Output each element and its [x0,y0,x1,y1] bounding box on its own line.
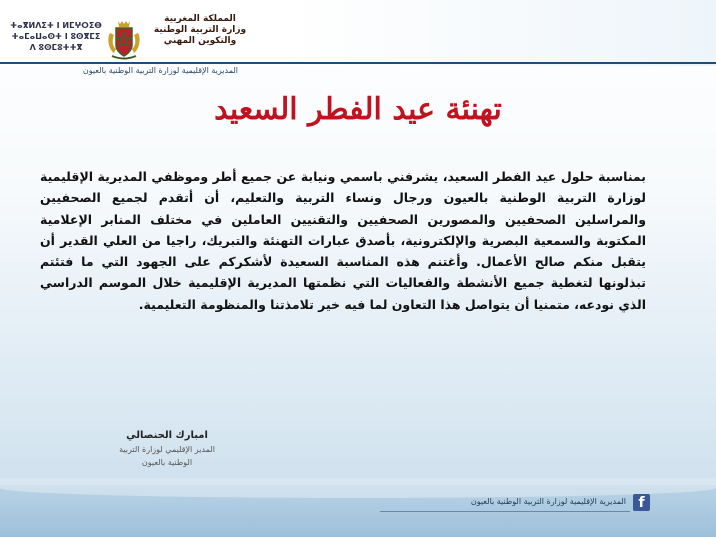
ministry-ar-line: والتكوين المهني [163,36,237,46]
directorate-subtitle: المديرية الإقليمية لوزارة التربية الوطنية بالعيون [82,66,238,75]
signature-block [92,428,242,469]
ministry-tifinagh-line: ⵜⴰⵎⴰⵡⴰⵙⵜ ⵏ ⵓⵙⴳⵎⵉ [11,32,101,41]
ministry-ar-line: وزارة التربية الوطنية [153,25,247,35]
ministry-tifinagh-line: ⵜⴰⴳⵍⴷⵉⵜ ⵏ ⵍⵎⵖⵔⵉⴱ [10,21,102,30]
signatory-role: المدير الإقليمي لوزارة التربية [119,445,215,454]
footer-divider [380,511,630,512]
ministry-ar-line: المملكة المغربية [164,14,236,24]
ministry-tifinagh-line: ⴷ ⵓⵙⵎⵓⵜⵜⴳ [29,43,83,52]
signatory-role: الوطنية بالعيون [141,458,193,467]
ministry-name-tifinagh [10,20,102,53]
footer-directorate-text: المديرية الإقليمية لوزارة التربية الوطنية بالعيون [470,497,626,506]
header-divider [0,62,716,64]
ministry-name-arabic [150,14,250,47]
footer-wave [0,478,716,498]
facebook-icon[interactable]: f [633,494,650,511]
page-title: تهنئة عيد الفطر السعيد [214,92,502,127]
congratulation-message: بمناسبة حلول عيد الفطر السعيد، يشرفني باسمي ونيابة عن جميع أطر وموظفي المديرية الإقليمية لوزارة التربية الوطنية بالعيون ورجال ونساء التربية والتعليم، أن أتقدم لجميع الصحفيين والمراسلين الصحفيين والمصورين الصحفيين والتقنيين العاملين في مختلف المنابر الإعلامية المكتوبة والسمعية البصرية والإلكترونية، بأصدق عبارات التهنئة والتبريك، راجيا من العلي القدير أن يتقبل منكم صالح الأعمال. وأغتنم هذه المناسبة السعيدة لأشكركم على الجهود التي ما فتئتم تبذلونها لتغطية جميع الأنشطة والفعاليات التي نظمتها المديرية الإقليمية خلال الموسم الدراسي الذي نودعه، متمنيا أن يتواصل هذا التعاون لما فيه خير تلامذتنا والمنظومة التعليمية. [40,169,646,312]
signatory-name: امبارك الحنصالي [126,430,208,441]
moroccan-coat-of-arms-icon [104,19,144,61]
